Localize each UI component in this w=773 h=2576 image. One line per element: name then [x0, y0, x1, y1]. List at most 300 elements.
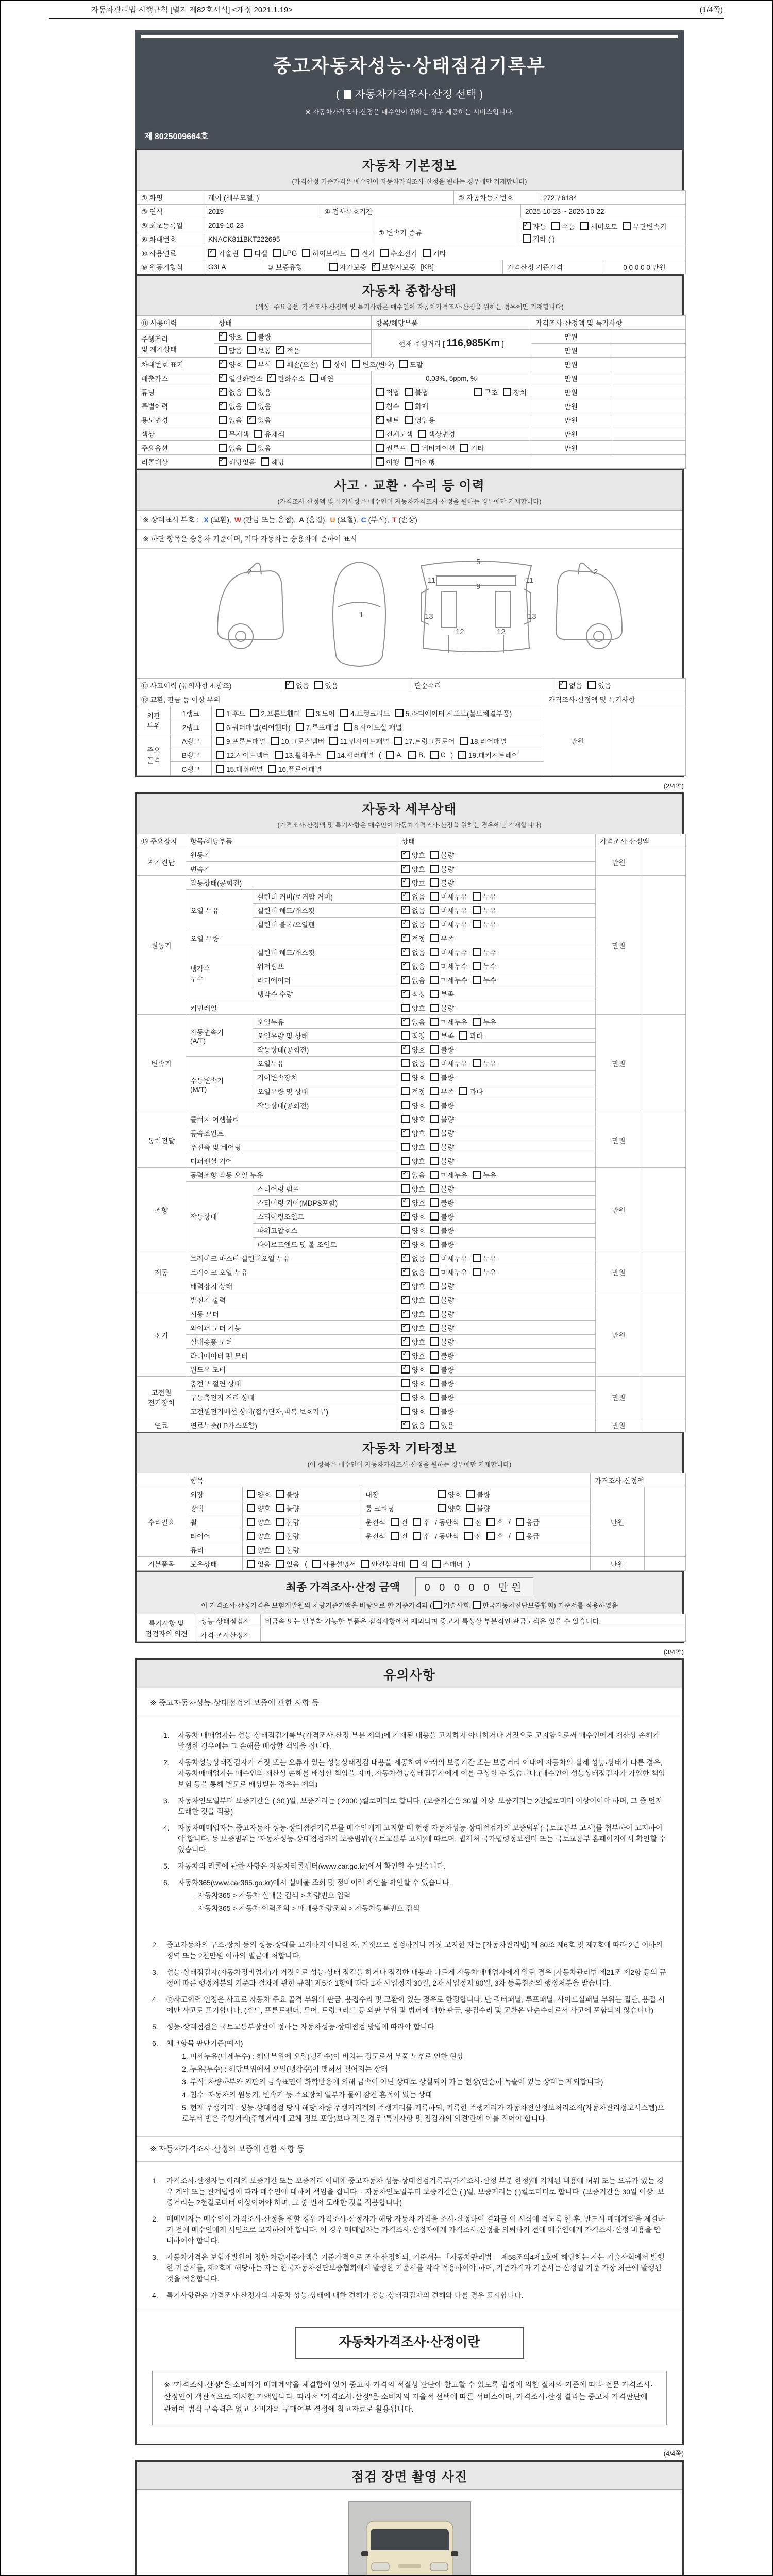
- table-cell: [642, 1377, 686, 1418]
- checkbox[interactable]: [401, 1059, 410, 1067]
- option: [430, 1142, 454, 1152]
- table-cell: 휠: [186, 1515, 243, 1529]
- checkbox[interactable]: [401, 1157, 410, 1165]
- option: [430, 905, 467, 916]
- checkbox[interactable]: [268, 765, 276, 773]
- checkbox[interactable]: [430, 990, 439, 998]
- table-cell: 만원: [544, 706, 611, 776]
- checkbox[interactable]: [219, 388, 227, 396]
- checkbox[interactable]: [261, 457, 269, 466]
- checkbox[interactable]: [329, 263, 338, 271]
- option-label: 양호: [412, 879, 426, 887]
- checkbox[interactable]: [219, 416, 227, 424]
- checkbox[interactable]: [430, 1310, 439, 1318]
- option-label: 누유: [483, 1269, 497, 1277]
- table-cell: [397, 1335, 596, 1349]
- checkbox[interactable]: [405, 402, 413, 410]
- checkbox[interactable]: [430, 1018, 439, 1026]
- checkbox[interactable]: [430, 906, 439, 914]
- option: [247, 1558, 271, 1569]
- checkbox[interactable]: [473, 892, 481, 901]
- table-cell: 내장: [361, 1487, 433, 1501]
- checkbox[interactable]: [473, 1018, 481, 1026]
- checkbox[interactable]: [314, 681, 323, 689]
- checkbox[interactable]: [430, 1226, 439, 1234]
- legend-code: W: [234, 516, 242, 524]
- checkbox[interactable]: [401, 1407, 410, 1415]
- checkbox[interactable]: [430, 1212, 439, 1221]
- checkbox[interactable]: [401, 1268, 410, 1276]
- option-label: 불량: [286, 1519, 300, 1527]
- checkbox[interactable]: [376, 444, 384, 452]
- table-cell: 파워고압호스: [253, 1224, 397, 1238]
- checkbox[interactable]: [372, 263, 380, 271]
- table-cell: 광택: [186, 1501, 243, 1515]
- checkbox[interactable]: [401, 1031, 410, 1040]
- checkbox[interactable]: [401, 1143, 410, 1151]
- option: [430, 989, 454, 999]
- checkbox[interactable]: [267, 374, 276, 382]
- checkbox[interactable]: [401, 1184, 410, 1193]
- checkbox[interactable]: [376, 416, 384, 424]
- legend-label: (흠집),: [304, 516, 327, 524]
- option-label: 9.프론트패널: [226, 738, 266, 745]
- checkbox[interactable]: [401, 1045, 410, 1054]
- checkbox[interactable]: [430, 1073, 439, 1081]
- option-label: 렌트: [386, 417, 400, 425]
- table-cell: [397, 890, 596, 904]
- checkbox[interactable]: [310, 374, 318, 382]
- notice-item: [152, 2038, 667, 2125]
- checkbox[interactable]: [523, 234, 531, 243]
- checkbox[interactable]: [401, 1351, 410, 1360]
- checkbox[interactable]: [430, 1324, 439, 1332]
- checkbox[interactable]: [523, 222, 531, 230]
- checkbox[interactable]: [276, 1546, 284, 1554]
- checkbox[interactable]: [376, 388, 384, 396]
- checkbox[interactable]: [430, 1282, 439, 1290]
- checkbox[interactable]: [401, 878, 410, 887]
- option-label: 보험사보증: [382, 264, 416, 272]
- checkbox[interactable]: [276, 1518, 284, 1526]
- table-cell: 가격조사·산정액: [591, 1473, 686, 1487]
- checkbox[interactable]: [247, 1504, 255, 1512]
- table-cell: 스티어링 기어(MDPS포함): [253, 1196, 397, 1210]
- checkbox[interactable]: [271, 737, 279, 745]
- checkbox[interactable]: [473, 906, 481, 914]
- checkbox[interactable]: [247, 1490, 255, 1498]
- checkbox[interactable]: [401, 990, 410, 998]
- table-cell: 타이어: [186, 1529, 243, 1543]
- section-overall-condition: [135, 276, 684, 470]
- checkbox[interactable]: [430, 1421, 439, 1429]
- option-label: 있음: [325, 682, 339, 690]
- checkbox[interactable]: [486, 1532, 495, 1540]
- checkbox[interactable]: [486, 1518, 495, 1526]
- option: [430, 1183, 454, 1194]
- checkbox[interactable]: [394, 737, 402, 745]
- option: [430, 1420, 454, 1430]
- option-label: 1.후드: [226, 710, 246, 718]
- checkbox[interactable]: [473, 962, 481, 970]
- checkbox[interactable]: [401, 1379, 410, 1387]
- table-cell: 변속기: [186, 862, 397, 876]
- checkbox[interactable]: [401, 1282, 410, 1290]
- checkbox[interactable]: [401, 1310, 410, 1318]
- checkbox[interactable]: [401, 1115, 410, 1123]
- checkbox[interactable]: [551, 222, 560, 230]
- checkbox[interactable]: [247, 1532, 255, 1540]
- checkbox[interactable]: [401, 1254, 410, 1262]
- checkbox[interactable]: [312, 1560, 321, 1568]
- checkbox-diagnosis-assoc[interactable]: [473, 1601, 481, 1609]
- top-rule: [49, 18, 724, 19]
- checkbox[interactable]: [438, 1504, 446, 1512]
- checkbox[interactable]: [430, 934, 439, 942]
- checkbox[interactable]: [247, 360, 256, 368]
- checkbox[interactable]: [460, 444, 468, 452]
- checkbox[interactable]: [430, 1351, 439, 1360]
- table-cell: [397, 1071, 596, 1084]
- table-cell: 작동상태(공회전): [186, 876, 397, 890]
- checkbox[interactable]: [474, 388, 482, 396]
- checkbox[interactable]: [430, 1171, 439, 1179]
- table-cell: 오일유량 및 상태: [253, 1029, 397, 1043]
- checkbox[interactable]: [244, 249, 252, 257]
- checkbox[interactable]: [306, 709, 314, 717]
- checkbox[interactable]: [247, 1546, 255, 1554]
- checkbox[interactable]: [216, 765, 224, 773]
- option: [413, 1517, 430, 1527]
- section-basic-info: [135, 149, 684, 276]
- checkbox[interactable]: [430, 1240, 439, 1248]
- checkbox[interactable]: [296, 723, 304, 731]
- checkbox[interactable]: [438, 1490, 446, 1498]
- inspector-opinions-table: [137, 1614, 682, 1642]
- option-label: 불량: [441, 1102, 455, 1110]
- checkbox[interactable]: [401, 1073, 410, 1081]
- checkbox[interactable]: [405, 457, 413, 466]
- checkbox[interactable]: [247, 388, 256, 396]
- checkbox[interactable]: [401, 1296, 410, 1304]
- option: [401, 1420, 425, 1430]
- checkbox[interactable]: [458, 751, 466, 759]
- checkbox[interactable]: [391, 1532, 399, 1540]
- checkbox[interactable]: [413, 1532, 421, 1540]
- checkbox[interactable]: [460, 737, 468, 745]
- option: [302, 248, 346, 258]
- table-cell: G3LA: [204, 260, 263, 274]
- table-cell: [397, 1029, 596, 1043]
- checkbox[interactable]: [247, 1518, 255, 1526]
- checkbox[interactable]: [516, 1532, 524, 1540]
- checkbox[interactable]: [276, 360, 284, 368]
- checkbox[interactable]: [216, 723, 224, 731]
- checkbox[interactable]: [285, 681, 294, 689]
- table-cell: [372, 427, 531, 441]
- checkbox[interactable]: [352, 360, 360, 368]
- checkbox[interactable]: [473, 976, 481, 984]
- checkbox[interactable]: [254, 430, 262, 438]
- checkbox[interactable]: [386, 751, 394, 759]
- checkbox[interactable]: [473, 948, 481, 956]
- checkbox[interactable]: [473, 920, 481, 928]
- checkbox[interactable]: [208, 249, 216, 257]
- checkbox[interactable]: [275, 751, 283, 759]
- checkbox[interactable]: [418, 430, 426, 438]
- checkbox[interactable]: [430, 976, 439, 984]
- checkbox[interactable]: [430, 851, 439, 859]
- checkbox[interactable]: [466, 1504, 475, 1512]
- checkbox[interactable]: [219, 430, 227, 438]
- checkbox[interactable]: [376, 402, 384, 410]
- option: [401, 1072, 425, 1082]
- checkbox[interactable]: [391, 1518, 399, 1526]
- checkbox[interactable]: [276, 1504, 284, 1512]
- checkbox[interactable]: [430, 865, 439, 873]
- checkbox[interactable]: [410, 1560, 418, 1568]
- checkbox[interactable]: [327, 751, 335, 759]
- option-label: 4.트렁크리드: [350, 710, 390, 718]
- checkbox[interactable]: [464, 1532, 473, 1540]
- checkbox[interactable]: [273, 249, 281, 257]
- checkbox[interactable]: [401, 1212, 410, 1221]
- checkbox[interactable]: [473, 1059, 481, 1067]
- notice-number: 1.: [163, 1731, 170, 1739]
- notice-number: 1.: [152, 2177, 158, 2185]
- checkbox[interactable]: [423, 249, 431, 257]
- checkbox[interactable]: [276, 1490, 284, 1498]
- checkbox[interactable]: [340, 709, 348, 717]
- checkbox[interactable]: [473, 1171, 481, 1179]
- checkbox[interactable]: [411, 444, 419, 452]
- checkbox[interactable]: [216, 751, 224, 759]
- checkbox[interactable]: [430, 1365, 439, 1374]
- checkbox[interactable]: [401, 1324, 410, 1332]
- checkbox[interactable]: [401, 1226, 410, 1234]
- table-cell: [397, 1293, 596, 1307]
- checkbox[interactable]: [580, 222, 589, 230]
- checkbox[interactable]: [430, 1268, 439, 1276]
- checkbox[interactable]: [430, 962, 439, 970]
- diagram-number: 9: [476, 582, 481, 591]
- table-cell: [204, 246, 686, 260]
- checkbox[interactable]: [430, 1031, 439, 1040]
- checkbox[interactable]: [401, 1240, 410, 1248]
- page-title: 중고자동차성능·상태점검기록부: [273, 55, 546, 76]
- checkbox[interactable]: [430, 1157, 439, 1165]
- checkbox[interactable]: [473, 1254, 481, 1262]
- table-cell: [397, 1001, 596, 1015]
- checkbox[interactable]: [351, 249, 359, 257]
- option: [254, 429, 284, 439]
- checkbox[interactable]: [376, 430, 384, 438]
- checkbox[interactable]: [430, 1296, 439, 1304]
- checkbox[interactable]: [401, 948, 410, 956]
- notice-text: 자동차의 리콜에 관한 사항은 자동차리콜센터(www.car.go.kr)에서 확인할 수 있습니다.: [178, 1861, 446, 1870]
- checkbox[interactable]: [559, 681, 567, 689]
- checkbox[interactable]: [430, 1337, 439, 1346]
- checkbox[interactable]: [401, 1101, 410, 1109]
- checkbox[interactable]: [430, 892, 439, 901]
- table-cell: 레이 (세부모델: ): [204, 191, 454, 205]
- checkbox[interactable]: [247, 346, 256, 354]
- checkbox[interactable]: [219, 360, 227, 368]
- checkbox[interactable]: [430, 948, 439, 956]
- checkbox[interactable]: [401, 1129, 410, 1137]
- checkbox[interactable]: [401, 1365, 410, 1374]
- checkbox[interactable]: [401, 1198, 410, 1207]
- checkbox[interactable]: [430, 1101, 439, 1109]
- table-cell: [518, 218, 686, 246]
- option-label: 누수: [483, 977, 497, 985]
- checkbox[interactable]: [405, 388, 413, 396]
- table-cell: [212, 748, 544, 762]
- checkbox[interactable]: [430, 920, 439, 928]
- checkbox[interactable]: [380, 249, 389, 257]
- checkbox[interactable]: [430, 1407, 439, 1415]
- checkbox[interactable]: [247, 1560, 255, 1568]
- checkbox[interactable]: [430, 1143, 439, 1151]
- checkbox[interactable]: [430, 1184, 439, 1193]
- checkbox[interactable]: [219, 374, 227, 382]
- checkbox[interactable]: [432, 1560, 441, 1568]
- option-label: 안전삼각대: [371, 1561, 406, 1568]
- checkbox[interactable]: [623, 222, 631, 230]
- checkbox[interactable]: [459, 1031, 467, 1040]
- table-cell: 만원: [596, 848, 642, 876]
- notice-item: [152, 1967, 667, 1989]
- option: [395, 708, 512, 718]
- option-label: 양호: [257, 1547, 271, 1554]
- option: [376, 401, 399, 411]
- checkbox[interactable]: [430, 751, 439, 759]
- checkbox[interactable]: [247, 402, 256, 410]
- checkbox[interactable]: [430, 1393, 439, 1401]
- table-cell: 만원: [531, 441, 611, 455]
- checkbox[interactable]: [401, 934, 410, 942]
- final-price-band: [137, 1571, 682, 1614]
- checkbox[interactable]: [401, 976, 410, 984]
- notice-number: 4.: [152, 1995, 158, 2004]
- select-checkbox[interactable]: [344, 90, 351, 99]
- checkbox[interactable]: [276, 1560, 284, 1568]
- option: [486, 1531, 503, 1541]
- checkbox[interactable]: [216, 709, 224, 717]
- table-cell: 상태: [397, 834, 596, 848]
- checkbox[interactable]: [401, 1393, 410, 1401]
- checkbox-engineers-assoc[interactable]: [433, 1601, 442, 1609]
- checkbox[interactable]: [276, 346, 284, 354]
- checkbox[interactable]: [464, 1518, 473, 1526]
- table-cell: [397, 987, 596, 1001]
- checkbox[interactable]: [401, 851, 410, 859]
- checkbox[interactable]: [466, 1490, 475, 1498]
- checkbox[interactable]: [219, 332, 227, 341]
- checkbox[interactable]: [219, 444, 227, 452]
- checkbox[interactable]: [413, 1518, 421, 1526]
- checkbox[interactable]: [401, 1421, 410, 1429]
- checkbox[interactable]: [401, 1018, 410, 1026]
- checkbox[interactable]: [401, 1004, 410, 1012]
- option-label: 불량: [441, 1213, 455, 1221]
- checkbox[interactable]: [430, 1004, 439, 1012]
- table-cell: [611, 706, 686, 776]
- checkbox[interactable]: [361, 1560, 369, 1568]
- checkbox[interactable]: [302, 249, 310, 257]
- section-title-accident: 사고 · 교환 · 수리 등 이력: [334, 479, 485, 493]
- table-cell: 만원: [591, 1557, 645, 1571]
- checkbox[interactable]: [430, 1059, 439, 1067]
- checkbox[interactable]: [401, 906, 410, 914]
- checkbox[interactable]: [250, 709, 259, 717]
- checkbox[interactable]: [247, 332, 256, 341]
- checkbox[interactable]: [401, 1171, 410, 1179]
- checkbox[interactable]: [344, 723, 352, 731]
- checkbox[interactable]: [401, 920, 410, 928]
- checkbox[interactable]: [323, 360, 331, 368]
- table-cell: 만원: [531, 371, 611, 385]
- notice-text: 자동차인도일부터 보증기간은 ( 30 )일, 보증거리는 ( 2000 )킬로미터로 합니다. (보증기간은 30일 이상, 보증거리는 2천킬로미터 이상이어야 하며, 그 중 먼저 도래한 것을 적용): [178, 1796, 663, 1816]
- checkbox[interactable]: [399, 360, 408, 368]
- table-cell: ⑫ 사고이력 (유의사항 4.참조): [137, 679, 281, 692]
- checkbox[interactable]: [401, 865, 410, 873]
- checkbox[interactable]: [473, 1268, 481, 1276]
- option-label: 구조: [484, 389, 498, 397]
- checkbox[interactable]: [430, 878, 439, 887]
- checkbox[interactable]: [430, 1045, 439, 1054]
- table-cell: [397, 1210, 596, 1224]
- checkbox[interactable]: [430, 1129, 439, 1137]
- checkbox[interactable]: [401, 892, 410, 901]
- option: [438, 1503, 461, 1513]
- checkbox[interactable]: [408, 751, 416, 759]
- checkbox[interactable]: [430, 1198, 439, 1207]
- checkbox[interactable]: [247, 416, 256, 424]
- checkbox[interactable]: [219, 402, 227, 410]
- checkbox[interactable]: [395, 709, 404, 717]
- option-label: 과다: [469, 1032, 483, 1040]
- checkbox[interactable]: [459, 1087, 467, 1095]
- checkbox[interactable]: [430, 1115, 439, 1123]
- table-cell: [261, 1628, 686, 1642]
- checkbox[interactable]: [430, 1087, 439, 1095]
- checkbox[interactable]: [401, 1337, 410, 1346]
- option: [430, 877, 454, 888]
- table-cell: 기어변속장치: [253, 1071, 397, 1084]
- checkbox[interactable]: [219, 346, 227, 354]
- table-cell: [397, 1112, 596, 1126]
- checkbox[interactable]: [247, 444, 256, 452]
- table-cell: [243, 1557, 591, 1571]
- checkbox[interactable]: [276, 1532, 284, 1540]
- page-marker-1: (1/4쪽): [699, 6, 723, 14]
- checkbox[interactable]: [401, 1087, 410, 1095]
- checkbox[interactable]: [516, 1518, 524, 1526]
- checkbox[interactable]: [430, 1254, 439, 1262]
- checkbox[interactable]: [376, 457, 384, 466]
- checkbox[interactable]: [587, 681, 596, 689]
- checkbox[interactable]: [503, 388, 511, 396]
- final-price-note: 이 가격조사·산정가격은 보험개발원의 차량기준가액을 바탕으로 한 기준가격과 ( 기술사회, 한국자동차진단보증협회) 기준서를 적용하였음: [201, 1602, 618, 1609]
- checkbox[interactable]: [430, 1379, 439, 1387]
- checkbox[interactable]: [405, 416, 413, 424]
- checkbox[interactable]: [216, 737, 224, 745]
- checkbox[interactable]: [219, 457, 227, 466]
- checkbox[interactable]: [401, 962, 410, 970]
- checkbox[interactable]: [329, 737, 338, 745]
- option-label: 불량: [441, 1366, 455, 1374]
